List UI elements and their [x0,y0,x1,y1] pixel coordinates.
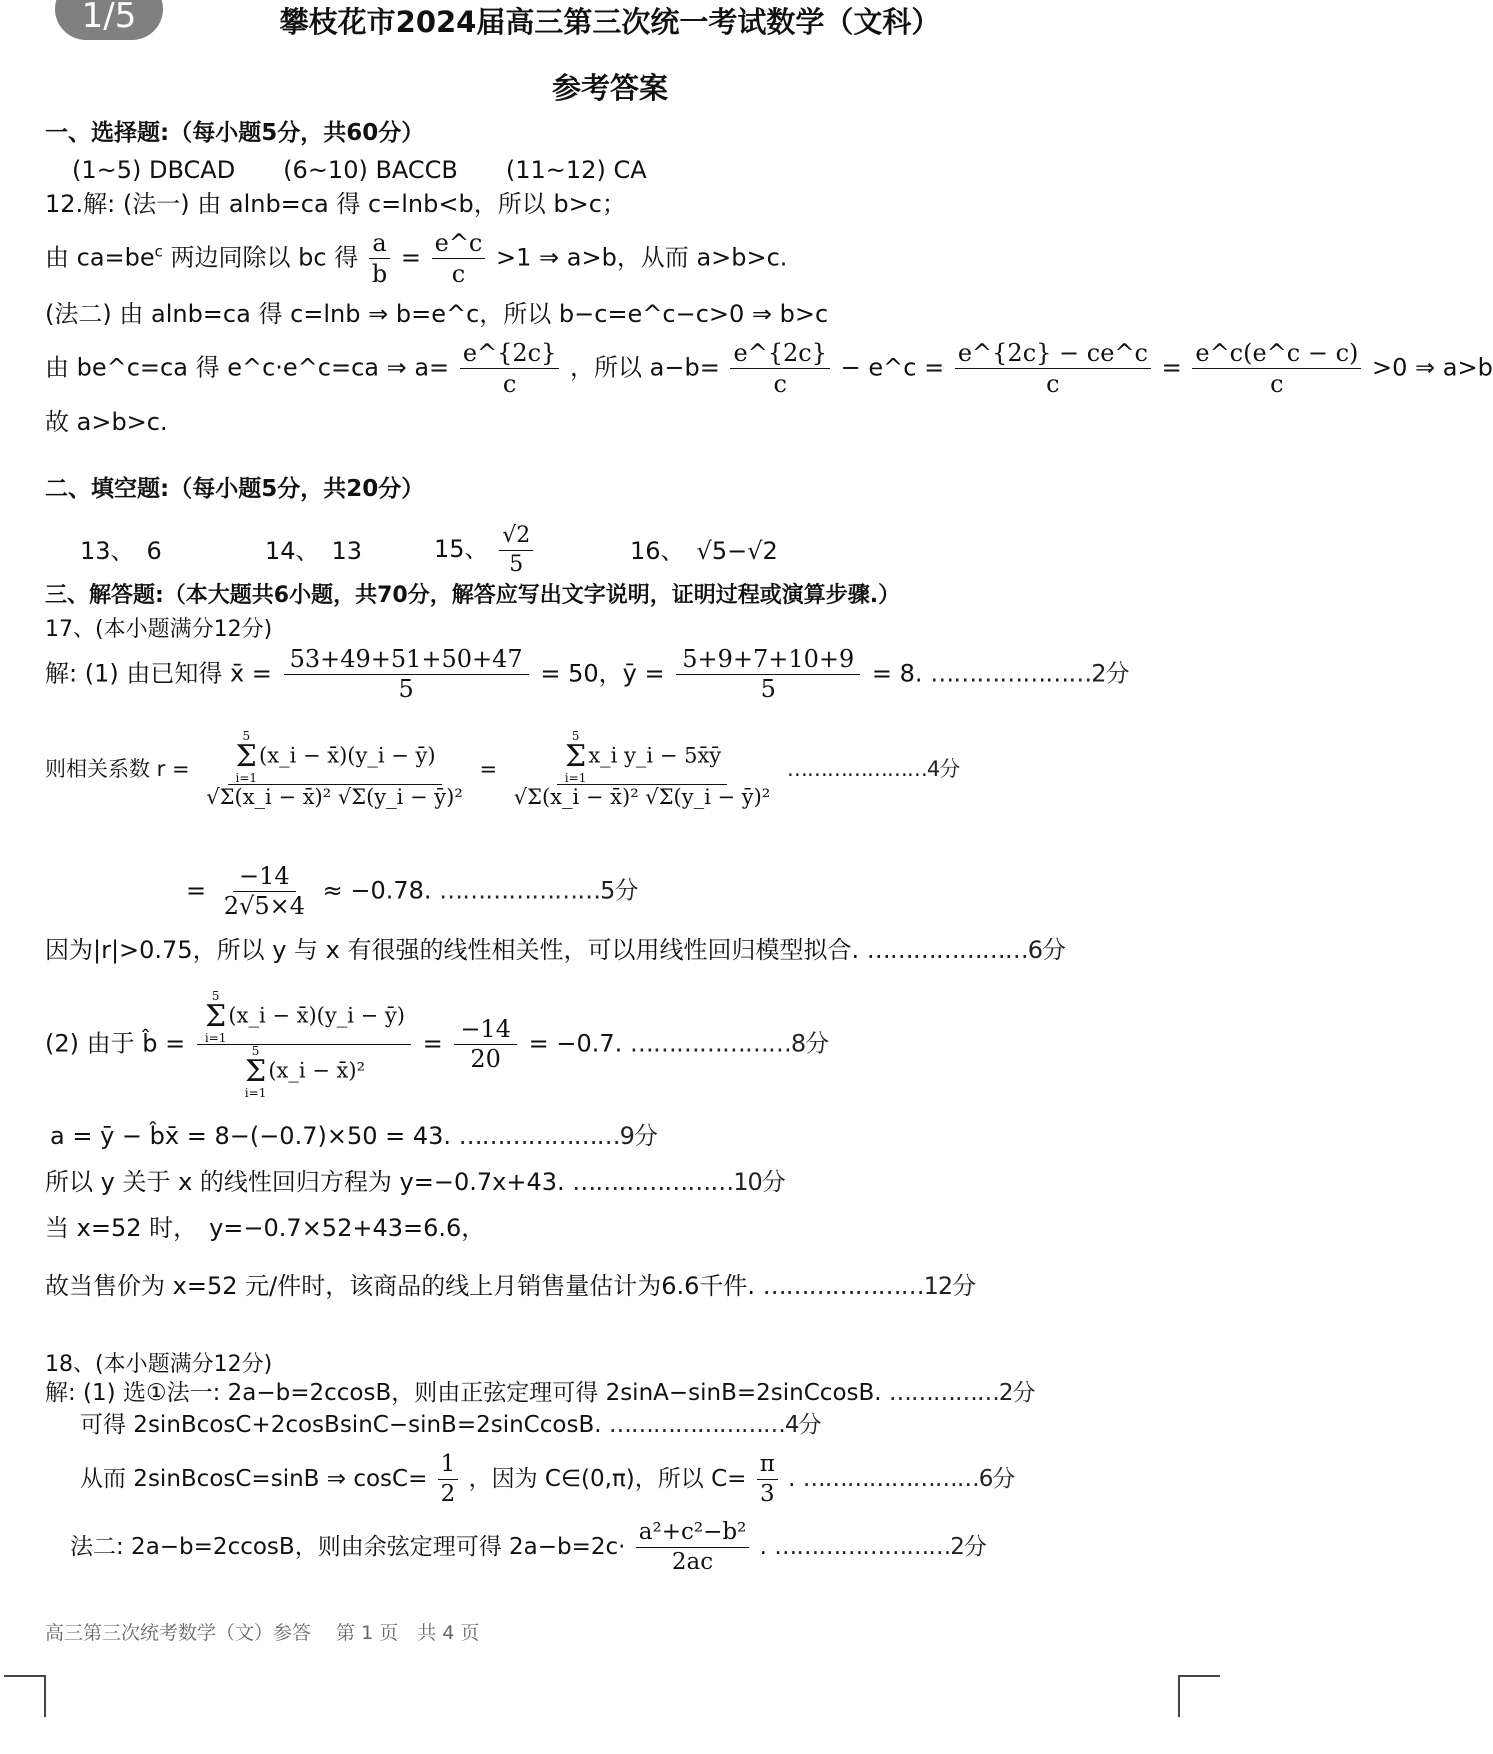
fraction-cosine-law: $\frac{\text{a²+c²−b²}}{2ac}$ [636,1518,750,1577]
fraction-e2c-over-c: $\frac{e\^{}\{2c\}}{c}$ [460,338,560,399]
q17-line-4: 因为|r|>0.75，所以 y 与 x 有很强的线性相关性，可以用线性回归模型拟合. …………………6分 [45,936,1066,964]
fraction-a-over-b: $\frac{a}{b}$ [369,228,390,289]
fill-answer-14: 14、 13 [265,537,363,565]
fill-answer-15: 15、 $\frac{√2}{5}$ [434,522,536,578]
q18-heading: 18、(本小题满分12分) [45,1352,273,1377]
choice-answers: (1~5) DBCAD (6~10) BACCB (11~12) CA [72,156,647,184]
document-title: 攀枝花市2024届高三第三次统一考试数学（文科） [279,5,941,39]
fraction-r-1: 5 Σ i=1 (x_i − x̄)(y_i − ȳ) √Σ(x_i − x̄)² √Σ(y_i − ȳ)² [206,729,463,809]
crop-mark-right [1178,1675,1220,1717]
crop-mark-left [4,1675,46,1717]
q18-line-2: 可得 2sinBcosC+2cosBsinC−sinB=2sinCcosB. ……………………4分 [80,1412,821,1438]
fraction-pi-over-3: $\frac{\pi}{3}$ [757,1450,778,1509]
fraction-b-hat-value: $\frac{-14}{20}$ [454,1015,517,1074]
fraction-r-2: 5 Σ i=1 x_i y_i − 5x̄ȳ √Σ(x_i − x̄)² √Σ(y_i − ȳ)² [513,729,771,809]
sigma-sum: 5 Σ i=1 [564,729,587,785]
fraction-b-hat: 5 Σ i=1 (x_i − x̄)(y_i − ȳ) 5 Σ i=1 (x_i − x̄)² [197,990,411,1099]
fraction-diff: $\frac{e\^{}\{2c\} - ce\^{}c}{c}$ [955,338,1151,399]
fraction-e2c-over-c-2: $\frac{e\^{}\{2c\}}{c}$ [730,338,830,399]
fraction-x-mean: $\frac{53+49+51+50+47}{5}$ [284,645,529,704]
q12-line-1: 12.解: (法一) 由 alnb=ca 得 c=lnb<b，所以 b>c； [45,190,626,218]
q17-line-9: 故当售价为 x=52 元/件时，该商品的线上月销售量估计为6.6千件. …………………12分 [45,1272,976,1300]
q17-line-1: 解: (1) 由已知得 x̄ = $\frac{53+49+51+50+47}{5}$ = 50，ȳ = $\frac{5+9+7+10+9}{5}$ = 8. …………………2分 [45,645,1129,703]
q17-line-2-correlation: 则相关系数 r = 5 Σ i=1 (x_i − x̄)(y_i − ȳ) √Σ(x_i − x̄)² √Σ(y_i − ȳ)² = 5 Σ i=1 x_i y_i − 5x̄ȳ √Σ(x_i − x̄)² √Σ(y_i − ȳ)² …………………4分 [45,729,960,809]
page-counter: 1/5 [55,0,163,40]
fraction-r-value: $\frac{-14}{2√5\times 4}$ [223,862,305,920]
section-1-heading: 一、选择题:（每小题5分，共60分） [45,120,425,146]
fraction-one-half: $\frac{1}{2}$ [438,1450,459,1509]
document-subtitle: 参考答案 [551,71,668,105]
q18-line-3: 从而 2sinBcosC=sinB ⇒ cosC= $\frac{1}{2}$ ，因为 C∈(0,π)，所以 C= $\frac{\pi}{3}$ . ……………………6分 [80,1451,1015,1507]
q18-line-4: 法二: 2a−b=2ccosB，则由余弦定理可得 2a−b=2c· $\frac{\text{a²+c²−b²}}{2ac}$ . ……………………2分 [70,1519,986,1575]
section-2-heading: 二、填空题:（每小题5分，共20分） [45,476,425,502]
q17-heading: 17、(本小题满分12分) [45,617,273,642]
q18-line-1: 解: (1) 选①法一: 2a−b=2ccosB，则由正弦定理可得 2sinA−sinB=2sinCcosB. ……………2分 [45,1380,1035,1406]
fill-answer-16: 16、 √5−√2 [630,537,778,565]
q12-line-5: 故 a>b>c. [45,408,168,436]
fraction-factored: $\frac{e\^{}c(e\^{}c - c)}{c}$ [1192,338,1361,399]
fraction-ec-over-c: $\frac{e\^{}c}{c}$ [432,228,486,289]
q12-line-4: 由 be^c=ca 得 e^c·e^c=ca ⇒ a= $\frac{e\^{}\{2c\}}{c}$ ，所以 a−b= $\frac{e\^{}\{2c\}}{c}$ − e^c = $\frac{e\^{}\{2c\} - ce\^{}c}{c}$ = $\frac{e\^{}c(e\^{}c - c)}{c}$ >0 ⇒ a>b [45,339,1493,398]
q17-line-3: = $\frac{-14}{2√5\times 4}$ ≈ −0.78. …………………5分 [186,862,638,920]
q12-line-2: 由 $ca=be^c$ 两边同除以 bc 得 $\frac{a}{b}$ = $\frac{e\^{}c}{c}$ >1 ⇒ a>b，从而 a>b>c. [45,229,788,288]
sigma-sum: 5 Σ i=1 [235,729,258,785]
section-3-heading: 三、解答题:（本大题共6小题，共70分，解答应写出文字说明，证明过程或演算步骤.） [45,583,901,608]
fraction-sqrt2-over-5: $\frac{√2}{5}$ [499,522,533,578]
q17-line-7: 所以 y 关于 x 的线性回归方程为 y=−0.7x+43. …………………10分 [45,1168,785,1196]
sigma-sum: 5 Σ i=1 [204,989,227,1045]
q17-line-6: a = ȳ − b̂x̄ = 8−(−0.7)×50 = 43. …………………9分 [50,1122,657,1150]
q17-line-5: (2) 由于 b̂ = 5 Σ i=1 (x_i − x̄)(y_i − ȳ) 5 Σ i=1 (x_i − x̄)² = $\frac{-14}{20}$ = −0.7. …………………8分 [45,989,829,1100]
sigma-sum: 5 Σ i=1 [244,1044,267,1100]
page-footer: 高三第三次统考数学（文）参答 第 1 页 共 4 页 [45,1622,480,1644]
q17-line-8: 当 x=52 时， y=−0.7×52+43=6.6， [45,1214,486,1242]
q12-line-3: (法二) 由 alnb=ca 得 c=lnb ⇒ b=e^c，所以 b−c=e^c−c>0 ⇒ b>c [45,300,829,328]
fraction-y-mean: $\frac{5+9+7+10+9}{5}$ [676,645,860,704]
fill-answer-13: 13、 6 [80,537,162,565]
